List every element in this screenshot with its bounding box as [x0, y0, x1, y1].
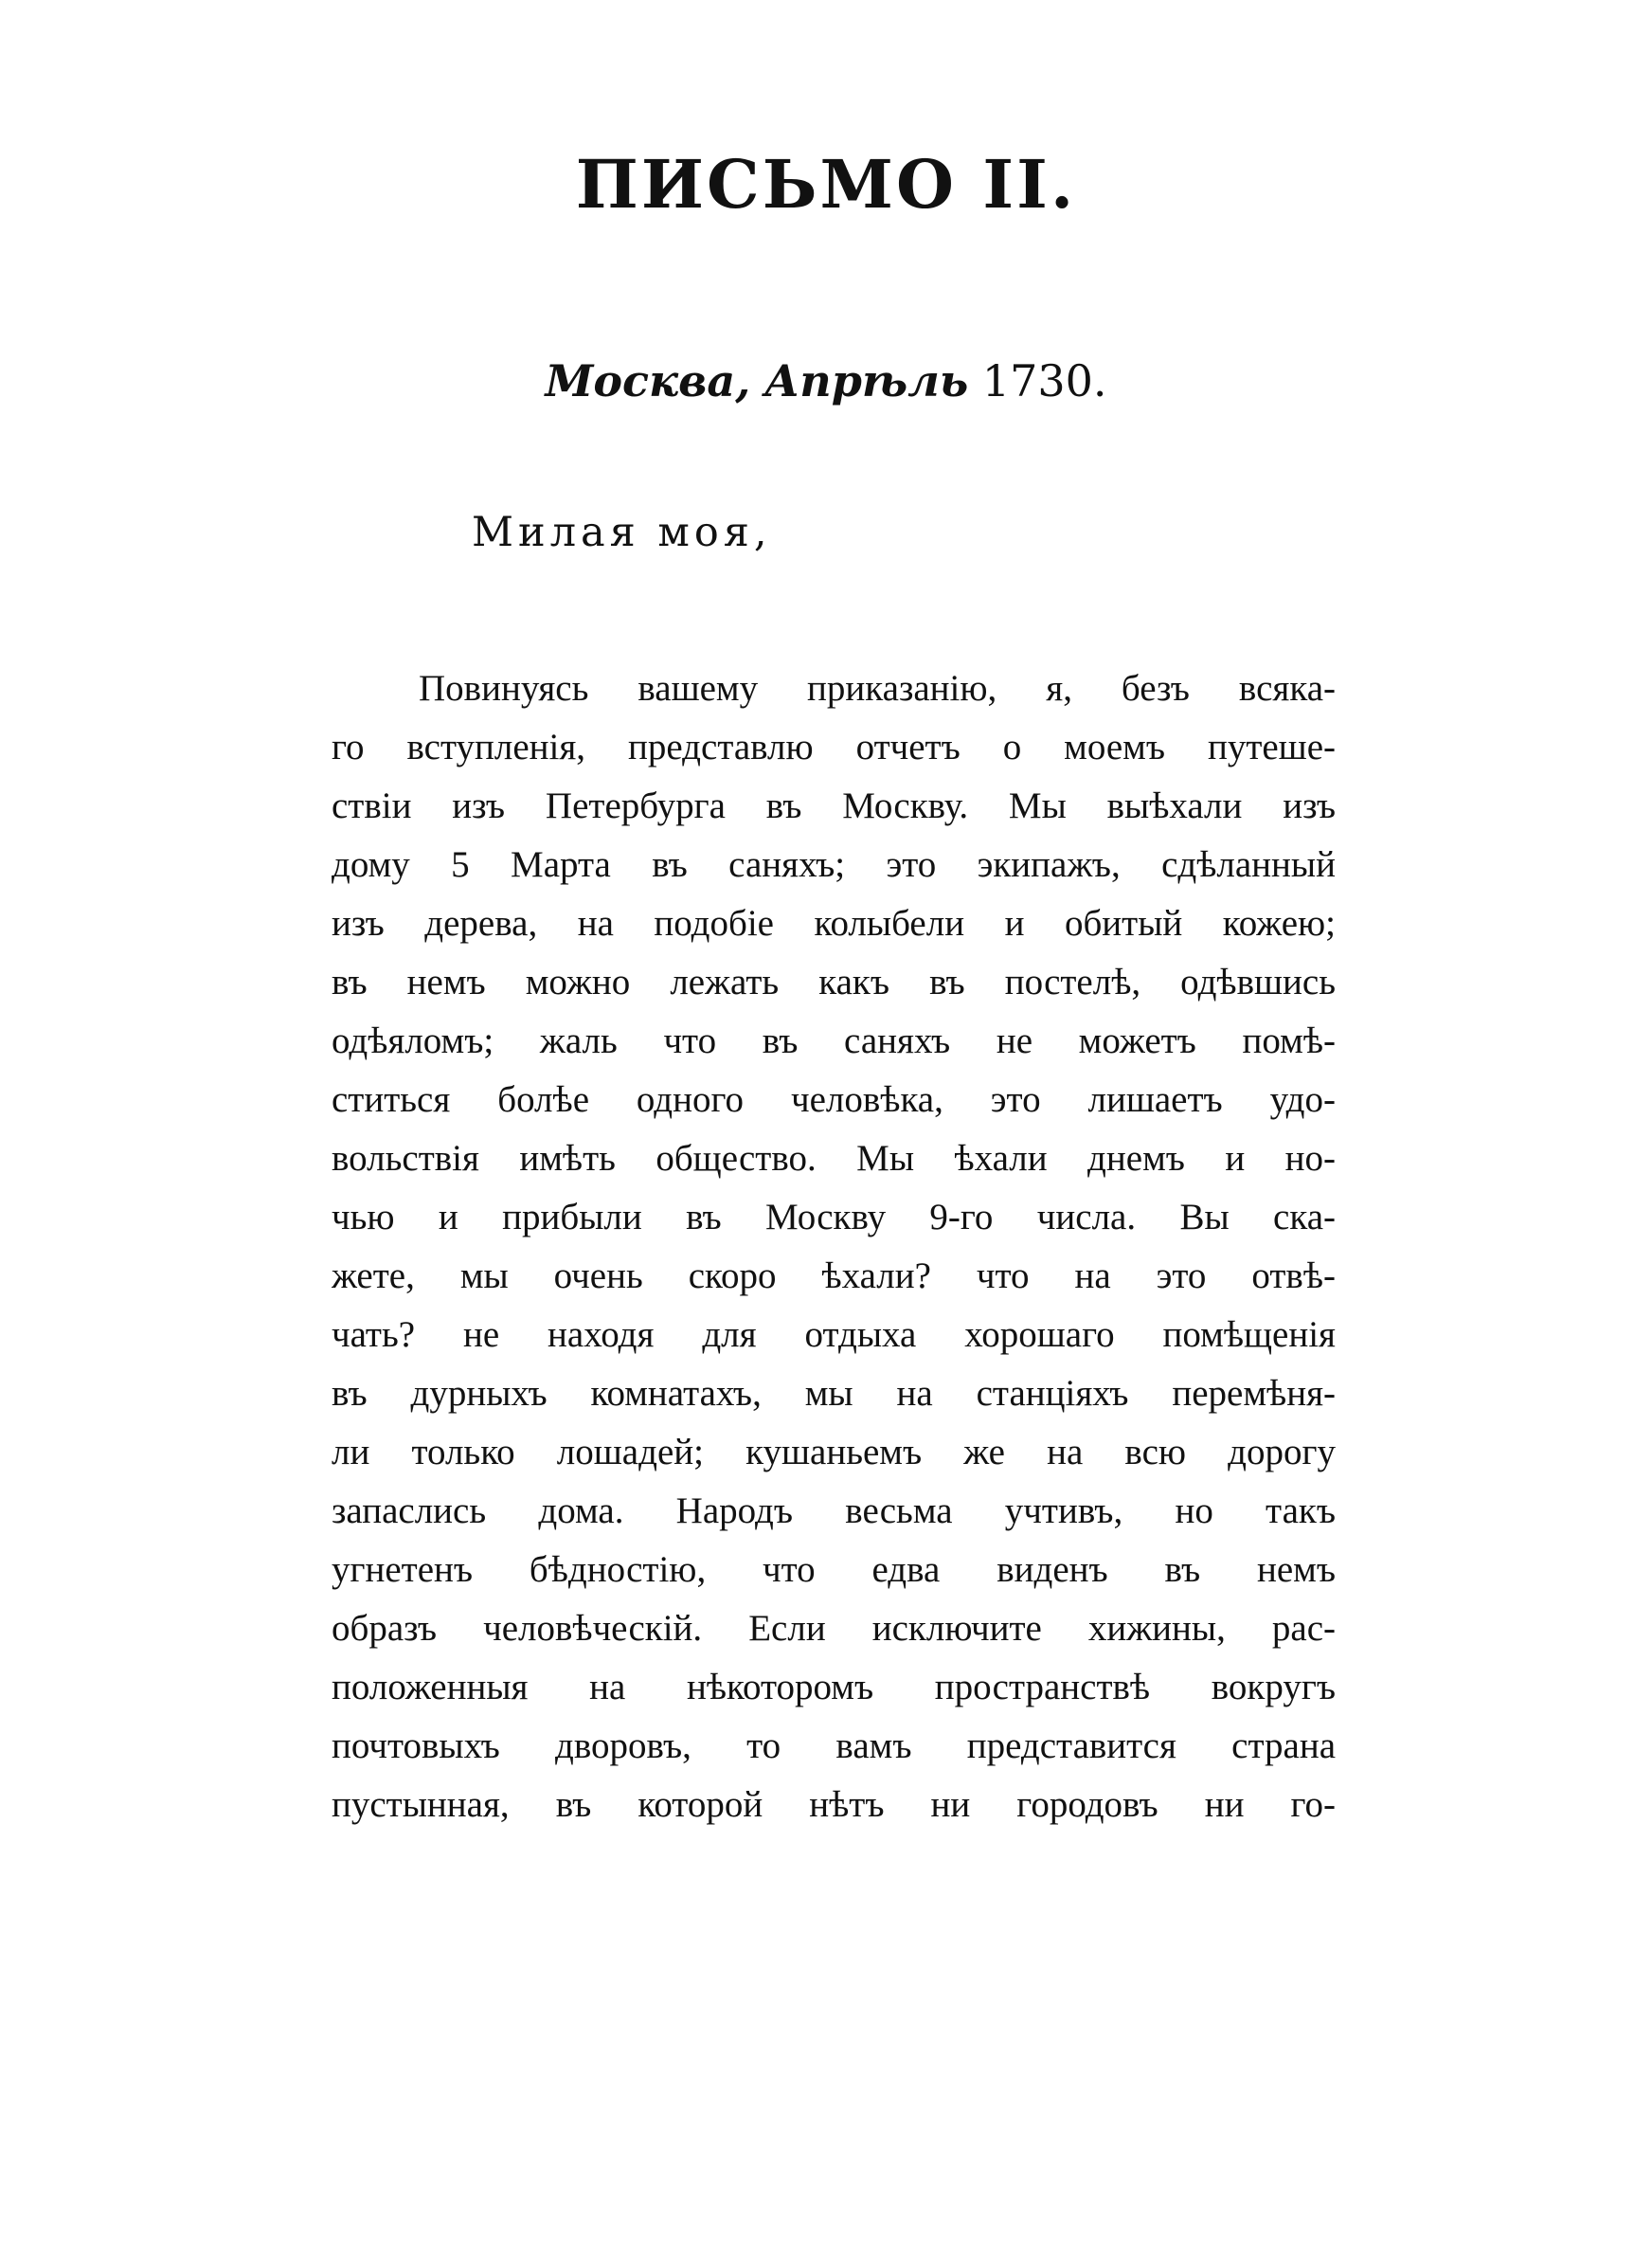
body-line: въ немъ можно лежать какъ въ постелѣ, одѣвшись	[332, 962, 1336, 1002]
body-line: положенныя на нѣкоторомъ пространствѣ вокругъ	[332, 1667, 1336, 1707]
dateline	[0, 351, 1652, 411]
body-line: чью и прибыли въ Москву 9-го числа. Вы ска-	[332, 1197, 1336, 1237]
dateline-month: Апрѣль	[763, 355, 969, 406]
body-line: изъ дерева, на подобіе колыбели и обитый кожею;	[332, 903, 1336, 944]
letter-body	[332, 659, 1336, 1834]
body-line: почтовыхъ дворовъ, то вамъ представится страна	[332, 1725, 1336, 1766]
body-line: ститься болѣе одного человѣка, это лишаетъ удо-	[332, 1079, 1336, 1120]
body-line: пустынная, въ которой нѣтъ ни городовъ ни го-	[332, 1784, 1336, 1825]
body-line: образъ человѣческій. Если исключите хижины, рас-	[332, 1608, 1336, 1649]
salutation: Милая моя,	[472, 509, 772, 556]
body-line: угнетенъ бѣдностію, что едва виденъ въ немъ	[332, 1549, 1336, 1590]
body-line: дому 5 Марта въ саняхъ; это экипажъ, сдѣланный	[332, 844, 1336, 885]
letter-title: ПИСЬМО II.	[575, 145, 1077, 224]
body-line: жете, мы очень скоро ѣхали? что на это отвѣ-	[332, 1255, 1336, 1296]
body-line: запаслись дома. Народъ весьма учтивъ, но такъ	[332, 1490, 1336, 1531]
dateline-year: 1730.	[981, 355, 1107, 406]
body-line: ли только лошадей; кушаньемъ же на всю дорогу	[332, 1432, 1336, 1472]
body-line: чать? не находя для отдыха хорошаго помѣщенія	[332, 1314, 1336, 1355]
body-line: Повинуясь вашему приказанію, я, безъ всяка-	[419, 668, 1336, 709]
body-line: одѣяломъ; жаль что въ саняхъ не можетъ помѣ-	[332, 1020, 1336, 1061]
body-line: го вступленія, представлю отчетъ о моемъ путеше-	[332, 727, 1336, 767]
dateline-place: Москва,	[545, 355, 751, 406]
body-line: вольствія имѣть общество. Мы ѣхали днемъ и но-	[332, 1138, 1336, 1179]
body-line: въ дурныхъ комнатахъ, мы на станціяхъ перемѣня-	[332, 1373, 1336, 1414]
body-line: ствіи изъ Петербурга въ Москву. Мы выѣхали изъ	[332, 785, 1336, 826]
